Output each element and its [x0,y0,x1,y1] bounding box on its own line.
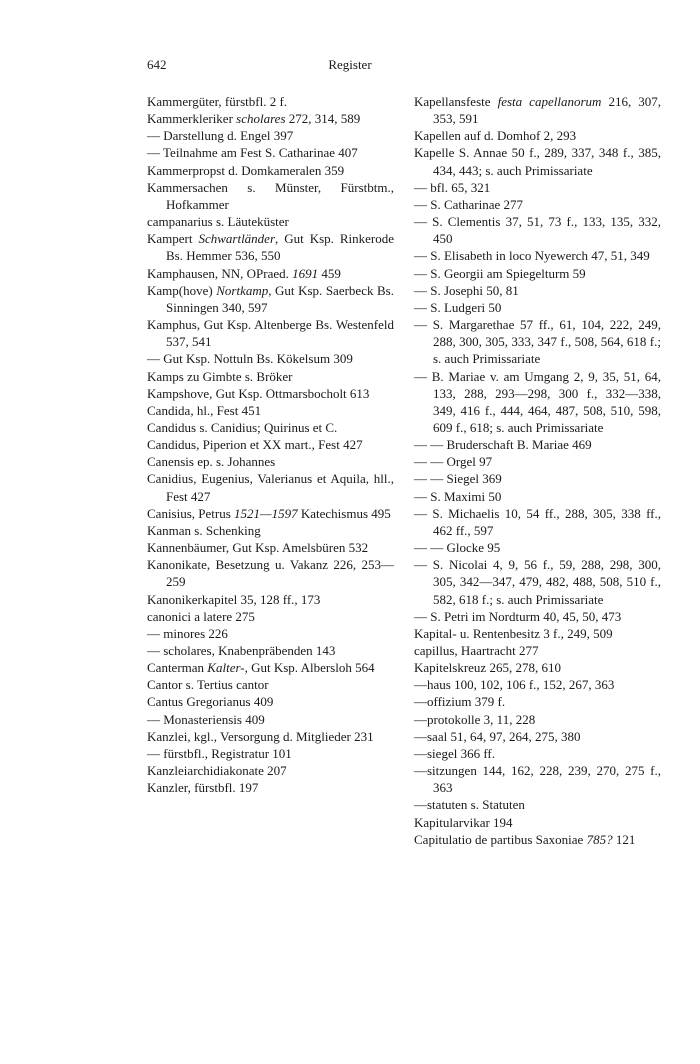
index-entry: —haus 100, 102, 106 f., 152, 267, 363 [414,677,615,693]
index-entry: — S. Catharinae 277 [414,196,524,212]
index-entry: Kampshove, Gut Ksp. Ottmarsbocholt 613 [147,385,370,401]
index-entry: — Monasteriensis 409 [147,711,265,727]
index-entry: Canisius, Petrus 1521—1597 Katechismus 495 [147,505,391,521]
index-entry: — minores 226 [147,625,228,641]
index-entry: Kammerpropst d. Domkameralen 359 [147,162,345,178]
index-entry: Kamp(hove) Nortkamp, Gut Ksp. Saerbeck Bs. Sinningen 340, 597 [147,282,394,315]
page-number: 642 [147,57,167,72]
index-entry: —sitzungen 144, 162, 228, 239, 270, 275 f., 363 [414,763,661,796]
index-entry: Kamphus, Gut Ksp. Altenberge Bs. Westenfeld 537, 541 [147,317,394,350]
index-entry: — — Siegel 369 [414,471,502,487]
index-entry: Kanman s. Schenking [147,522,261,538]
index-entry: Kapitularvikar 194 [414,814,513,830]
index-entry: — S. Georgii am Spiegelturm 59 [414,265,586,281]
index-entry: Kannenbäumer, Gut Ksp. Amelsbüren 532 [147,540,369,556]
index-entry: — S. Petri im Nordturm 40, 45, 50, 473 [414,608,622,624]
index-entry: — Darstellung d. Engel 397 [147,128,294,144]
index-entry: — S. Michaelis 10, 54 ff., 288, 305, 338 ff., 462 ff., 597 [414,505,661,538]
index-entry: Candidus s. Canidius; Quirinus et C. [147,419,338,435]
index-entry: — — Glocke 95 [414,540,501,556]
index-entry: — B. Mariae v. am Umgang 2, 9, 35, 51, 64, 133, 288, 293—298, 300 f., 332—338, 349, 416 f., 444, 464, 487, 508, 510, 598, 609 f., 618; s. auch Primissariate [414,368,661,435]
index-entry: — S. Margarethae 57 ff., 61, 104, 222, 249, 288, 300, 305, 333, 347 f., 508, 564, 618 f.; s. auch Primissariate [414,317,661,367]
index-entry: Candidus, Piperion et XX mart., Fest 427 [147,437,363,453]
running-title: Register [328,57,372,72]
index-entry: Kanzleiarchidiakonate 207 [147,763,287,779]
index-entry: — S. Josephi 50, 81 [414,282,519,298]
index-entry: Kapelle S. Annae 50 f., 289, 337, 348 f., 385, 434, 443; s. auch Primissariate [414,145,661,178]
index-entry: capillus, Haartracht 277 [414,643,539,658]
index-entry: canonici a latere 275 [147,608,255,624]
index-entry: Kampert Schwartländer, Gut Ksp. Rinkerode Bs. Hemmer 536, 550 [147,231,394,264]
index-entry: Canidius, Eugenius, Valerianus et Aquila, hll., Fest 427 [147,471,394,504]
index-entry: Kanzler, fürstbfl. 197 [147,780,259,796]
index-entry: — S. Elisabeth in loco Nyewerch 47, 51, 349 [414,248,650,264]
index-entry: — bfl. 65, 321 [414,179,491,195]
index-entry: Candida, hl., Fest 451 [147,402,262,418]
index-entry: Kamphausen, NN, OPraed. 1691 459 [147,265,341,281]
index-entry: —saal 51, 64, 97, 264, 275, 380 [414,728,581,744]
index-entry: Kammergüter, fürstbfl. 2 f. [147,94,288,109]
index-entry: — fürstbfl., Registratur 101 [147,745,292,761]
index-entry: Kammersachen s. Münster, Fürstbtm., Hofkammer [147,179,394,212]
index-entry: — — Bruderschaft B. Mariae 469 [414,437,592,453]
index-entry: —statuten s. Statuten [414,797,525,813]
index-entry: Kamps zu Gimbte s. Bröker [147,368,293,384]
index-column-right [414,93,661,848]
index-entry: — S. Clementis 37, 51, 73 f., 133, 135, 332, 450 [414,214,661,247]
index-entry: Kanzlei, kgl., Versorgung d. Mitglieder 231 [147,728,374,744]
index-entry: Kapellen auf d. Domhof 2, 293 [414,128,577,144]
index-entry: Capitulatio de partibus Saxoniae 785? 121 [414,831,636,847]
index-entry: campanarius s. Läuteküster [147,214,289,230]
index-entry: — S. Ludgeri 50 [414,299,502,315]
index-entry: — scholares, Knabenpräbenden 143 [147,643,336,658]
index-entry: Cantor s. Tertius cantor [147,677,269,693]
index-entry: —protokolle 3, 11, 228 [414,711,536,727]
index-entry: Cantus Gregorianus 409 [147,694,274,710]
index-entry: Kapellansfeste festa capellanorum 216, 307, 353, 591 [414,94,662,127]
index-entry: Kapital- u. Rentenbesitz 3 f., 249, 509 [414,625,613,641]
index-column-left [147,93,394,796]
index-entry: — S. Maximi 50 [414,488,502,504]
index-entry: — Gut Ksp. Nottuln Bs. Kökelsum 309 [147,351,353,367]
index-entry: Kanonikate, Besetzung u. Vakanz 226, 253—259 [147,557,394,590]
index-entry: Kammerkleriker scholares 272, 314, 589 [147,111,361,127]
index-entry: —offizium 379 f. [414,694,506,710]
index-entry: — — Orgel 97 [414,454,493,470]
index-entry: — S. Nicolai 4, 9, 56 f., 59, 288, 298, 300, 305, 342—347, 479, 482, 488, 508, 510 f., 582, 618 f.; s. auch Primissariate [414,557,661,607]
index-entry: Kapitelskreuz 265, 278, 610 [414,660,561,676]
index-entry: Kanonikerkapitel 35, 128 ff., 173 [147,591,321,607]
index-entry: —siegel 366 ff. [414,745,495,761]
index-entry: Canensis ep. s. Johannes [147,454,276,470]
index-entry: — Teilnahme am Fest S. Catharinae 407 [147,145,358,161]
index-entry: Canterman Kalter-, Gut Ksp. Albersloh 564 [147,660,375,676]
